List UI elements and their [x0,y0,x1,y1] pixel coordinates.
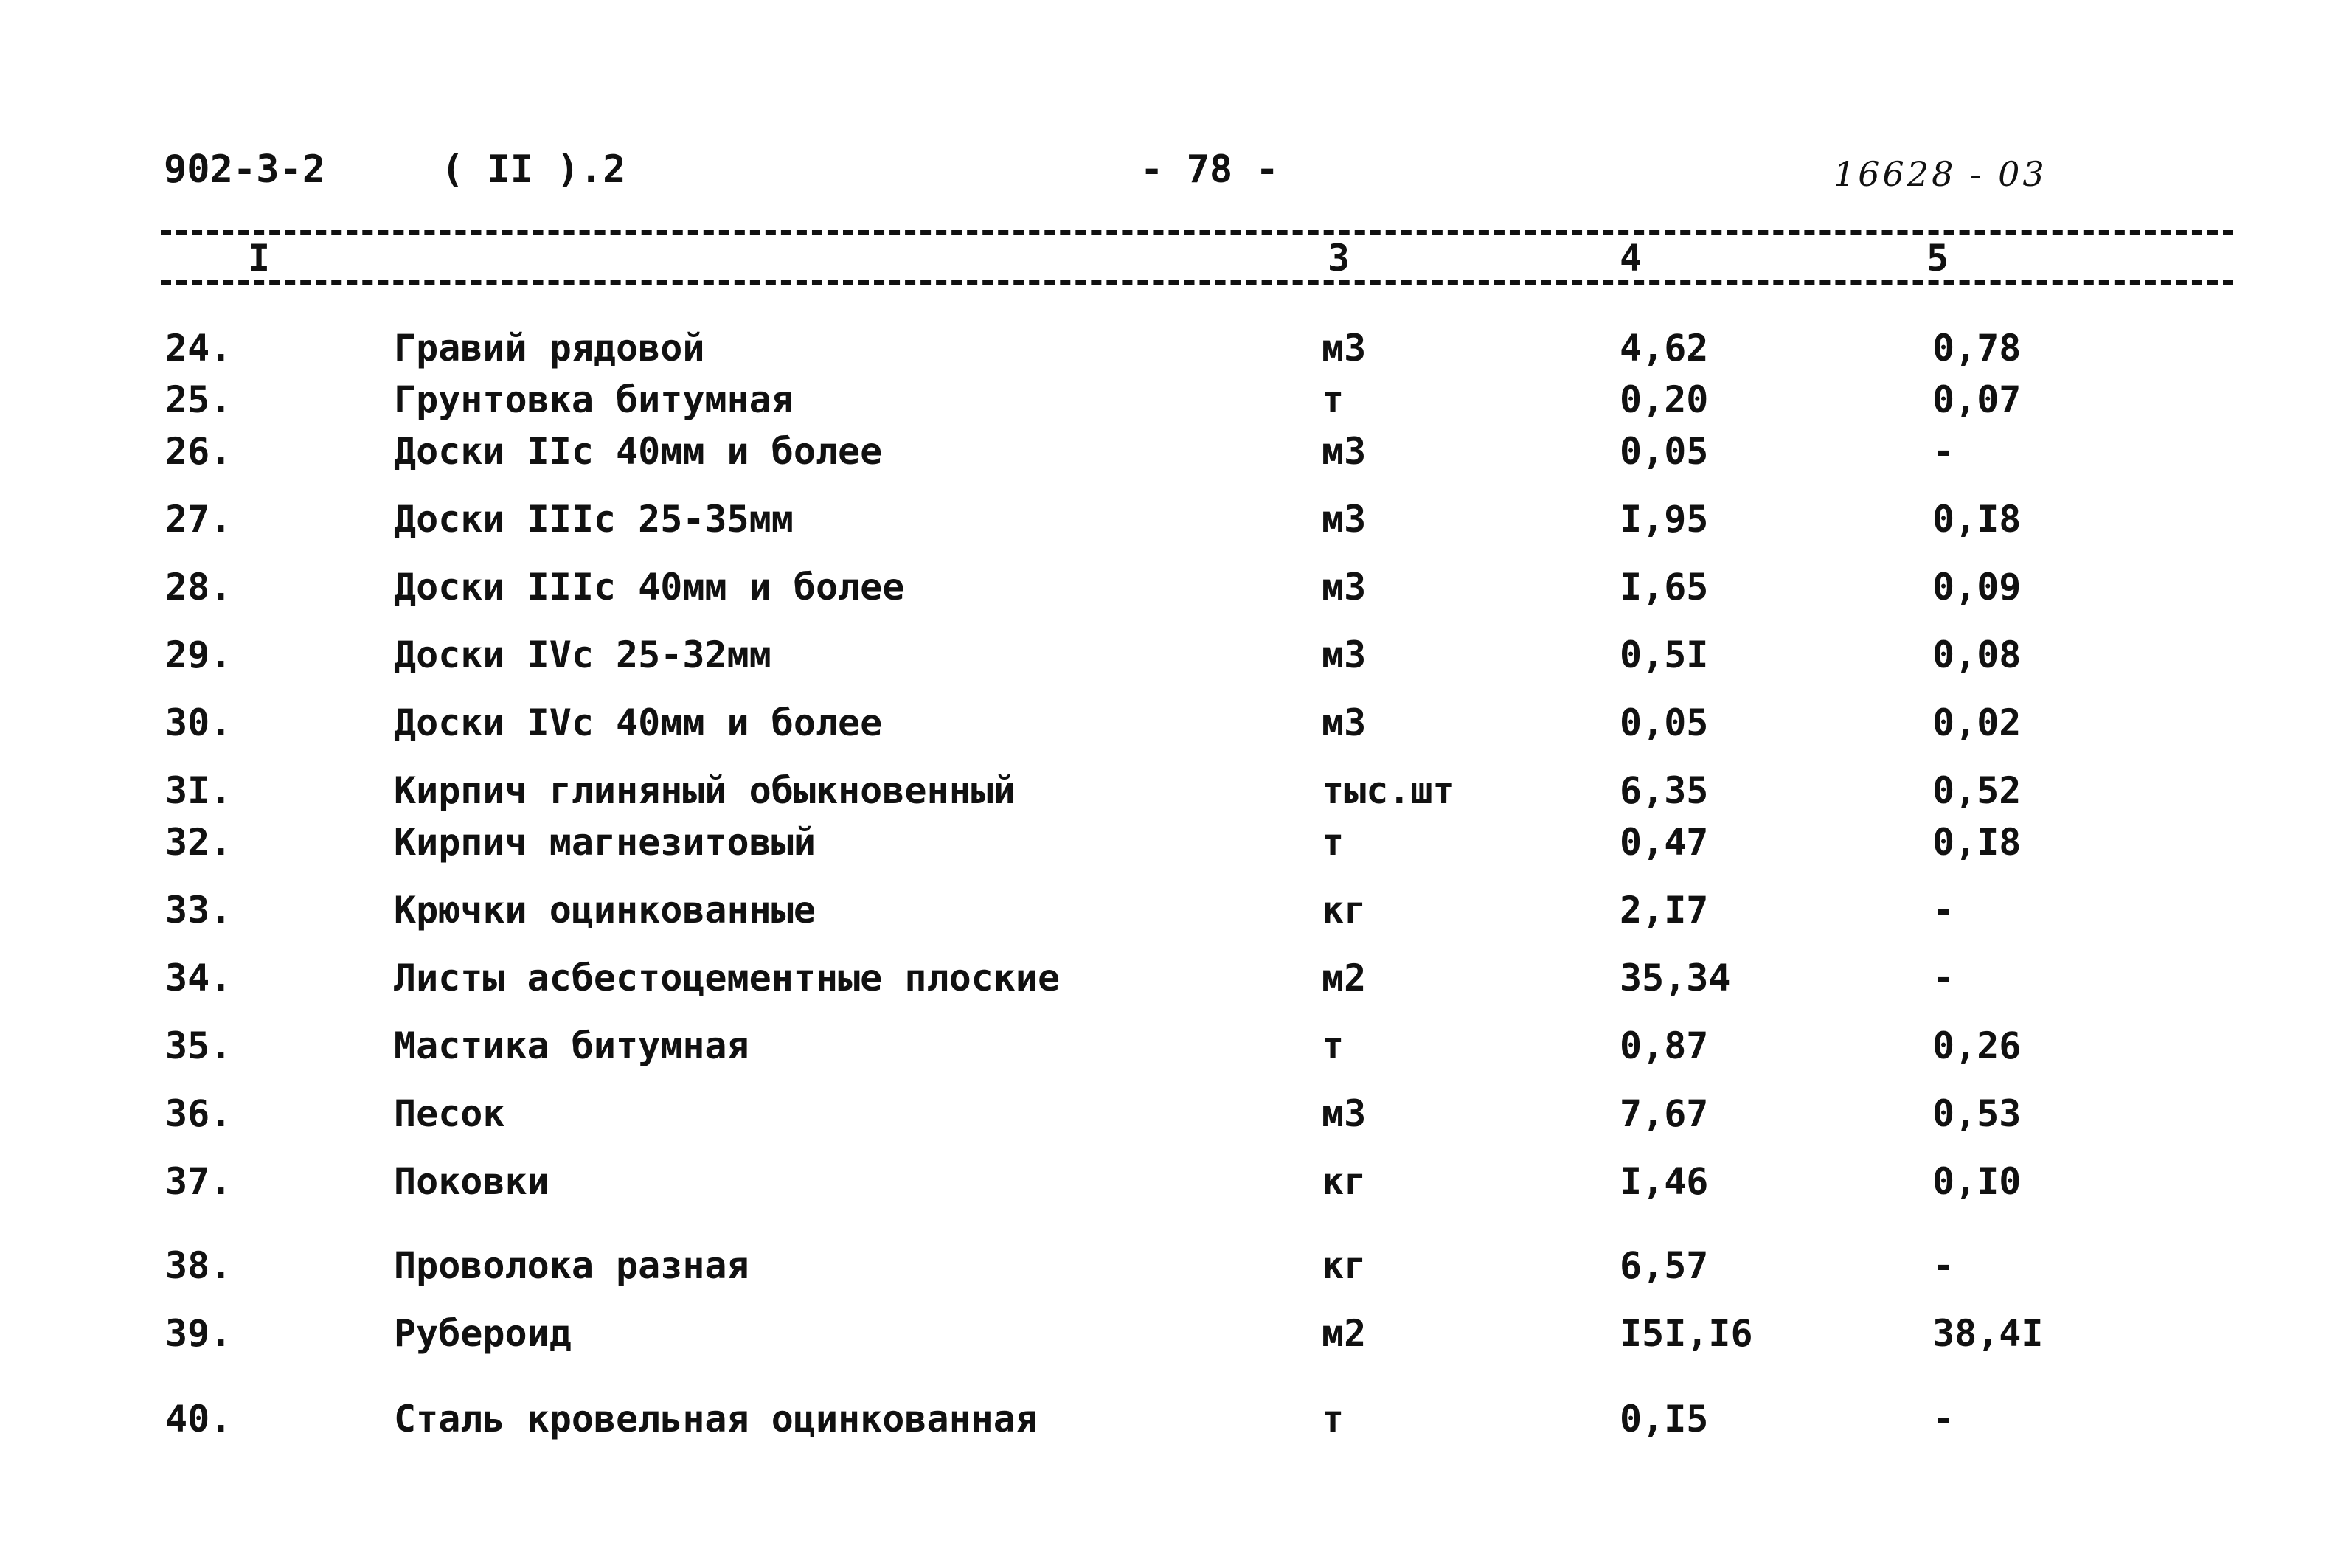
column-number-5: 5 [1926,237,1949,280]
material-name: Доски IIIс 40мм и более [394,566,905,608]
table-row [0,325,2352,372]
table-row [0,428,2352,475]
table-row [0,496,2352,543]
row-number: 24. [165,327,232,370]
row-number: 32. [165,821,232,864]
document-code: 902-3-2 [164,148,326,192]
table-row [0,699,2352,746]
table-row [0,767,2352,814]
row-number: 38. [165,1244,232,1287]
value-column-5: 0,09 [1932,566,2022,608]
table-row [0,631,2352,679]
unit-of-measure: м2 [1322,1312,1367,1355]
value-column-5: - [1932,430,1955,473]
value-column-4: I,65 [1620,566,1709,608]
value-column-4: I5I,I6 [1620,1312,1753,1355]
table-row [0,819,2352,866]
row-number: 28. [165,566,232,608]
row-number: 35. [165,1024,232,1067]
value-column-4: I,95 [1620,498,1709,541]
table-row [0,1242,2352,1289]
value-column-5: 0,I0 [1932,1160,2022,1203]
page-number: - 78 - [1140,148,1279,192]
material-name: Грунтовка битумная [394,378,794,421]
row-number: 3I. [165,769,232,812]
unit-of-measure: м3 [1322,1092,1367,1135]
section-label: ( II ).2 [441,148,626,192]
value-column-5: 0,I8 [1932,498,2022,541]
row-number: 40. [165,1398,232,1440]
material-name: Крючки оцинкованные [394,889,816,932]
value-column-5: 0,52 [1932,769,2022,812]
value-column-4: 0,20 [1620,378,1709,421]
row-number: 25. [165,378,232,421]
table-row [0,376,2352,423]
value-column-5: 0,I8 [1932,821,2022,864]
unit-of-measure: м3 [1322,498,1367,541]
value-column-5: 0,78 [1932,327,2022,370]
value-column-4: 6,35 [1620,769,1709,812]
material-name: Доски IIIс 25-35мм [394,498,794,541]
unit-of-measure: м2 [1322,957,1367,999]
unit-of-measure: м3 [1322,327,1367,370]
table-row [0,954,2352,1002]
value-column-4: 0,47 [1620,821,1709,864]
material-name: Гравий рядовой [394,327,705,370]
row-number: 34. [165,957,232,999]
row-number: 30. [165,701,232,744]
value-column-4: 0,05 [1620,701,1709,744]
value-column-4: 7,67 [1620,1092,1709,1135]
table-row [0,887,2352,934]
unit-of-measure: кг [1322,889,1367,932]
material-name: Проволока разная [394,1244,749,1287]
material-name: Доски IVс 25-32мм [394,634,771,676]
row-number: 29. [165,634,232,676]
value-column-5: 0,53 [1932,1092,2022,1135]
value-column-5: - [1932,1244,1955,1287]
material-name: Кирпич магнезитовый [394,821,816,864]
value-column-4: 2,I7 [1620,889,1709,932]
material-name: Рубероид [394,1312,572,1355]
value-column-4: 0,87 [1620,1024,1709,1067]
table-row [0,563,2352,611]
column-number-1: I [248,237,271,280]
material-name: Сталь кровельная оцинкованная [394,1398,1038,1440]
table-row [0,1395,2352,1443]
row-number: 39. [165,1312,232,1355]
unit-of-measure: м3 [1322,430,1367,473]
unit-of-measure: т [1322,1398,1345,1440]
unit-of-measure: кг [1322,1244,1367,1287]
row-number: 36. [165,1092,232,1135]
material-name: Доски IIс 40мм и более [394,430,883,473]
table-row [0,1022,2352,1069]
material-name: Песок [394,1092,505,1135]
unit-of-measure: т [1322,1024,1345,1067]
value-column-5: - [1932,957,1955,999]
unit-of-measure: тыс.шт [1322,769,1455,812]
unit-of-measure: м3 [1322,634,1367,676]
table-row [0,1310,2352,1357]
value-column-5: 0,26 [1932,1024,2022,1067]
value-column-5: 0,02 [1932,701,2022,744]
value-column-4: 6,57 [1620,1244,1709,1287]
material-name: Поковки [394,1160,549,1203]
row-number: 27. [165,498,232,541]
material-name: Мастика битумная [394,1024,749,1067]
value-column-5: - [1932,889,1955,932]
unit-of-measure: т [1322,821,1345,864]
value-column-5: 0,07 [1932,378,2022,421]
value-column-4: 0,05 [1620,430,1709,473]
value-column-4: I,46 [1620,1160,1709,1203]
table-row [0,1158,2352,1205]
unit-of-measure: кг [1322,1160,1367,1203]
value-column-4: 0,I5 [1620,1398,1709,1440]
unit-of-measure: м3 [1322,566,1367,608]
value-column-5: - [1932,1398,1955,1440]
unit-of-measure: т [1322,378,1345,421]
value-column-5: 38,4I [1932,1312,2044,1355]
material-name: Листы асбестоцементные плоские [394,957,1061,999]
row-number: 33. [165,889,232,932]
material-name: Доски IVс 40мм и более [394,701,883,744]
value-column-4: 35,34 [1620,957,1731,999]
table-row [0,1090,2352,1137]
handwritten-reference: 16628 - 03 [1834,154,2047,194]
column-number-4: 4 [1620,237,1642,280]
row-number: 37. [165,1160,232,1203]
column-number-3: 3 [1328,237,1350,280]
material-name: Кирпич глиняный обыкновенный [394,769,1016,812]
value-column-4: 0,5I [1620,634,1709,676]
value-column-4: 4,62 [1620,327,1709,370]
unit-of-measure: м3 [1322,701,1367,744]
value-column-5: 0,08 [1932,634,2022,676]
row-number: 26. [165,430,232,473]
